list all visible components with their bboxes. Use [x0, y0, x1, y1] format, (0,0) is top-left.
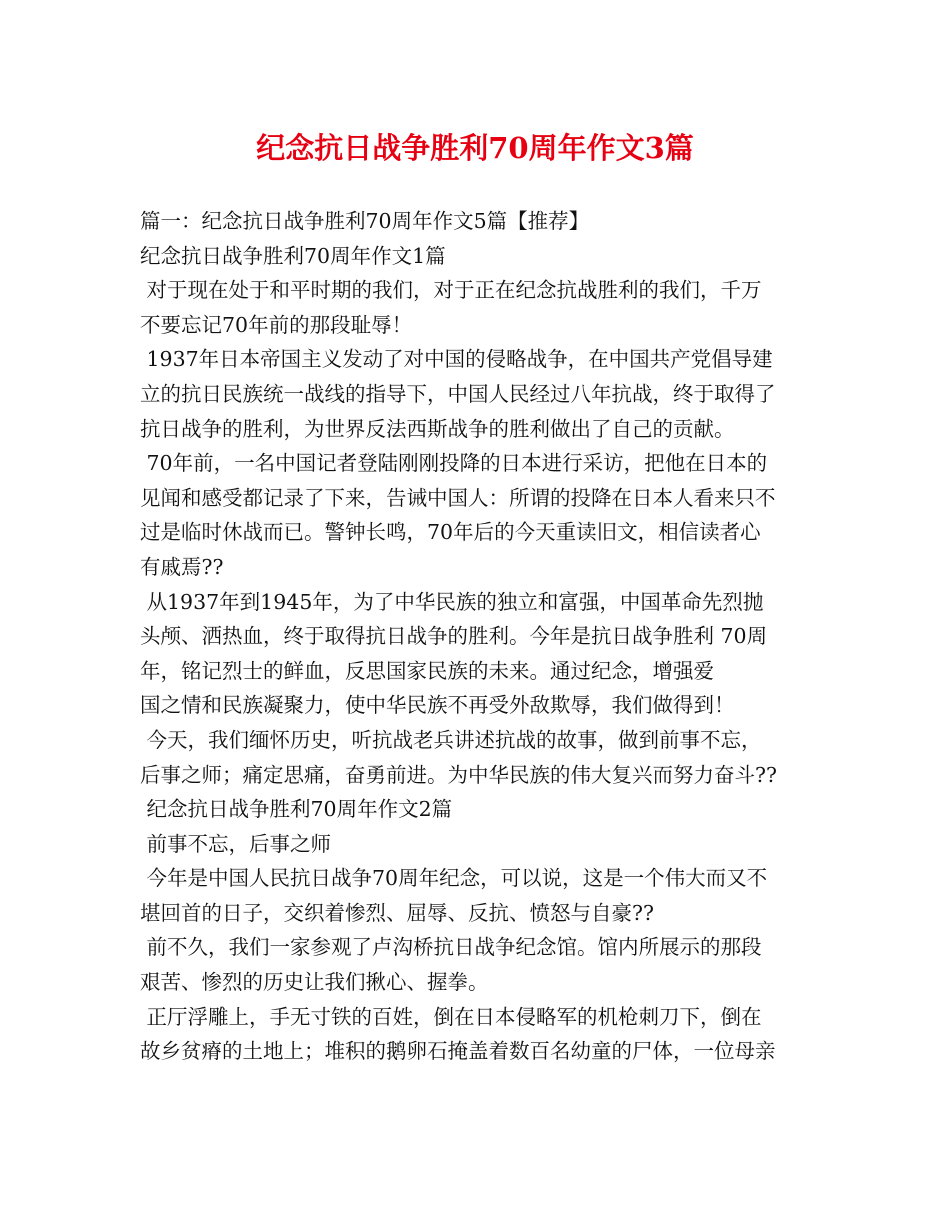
document-body	[140, 204, 820, 1069]
text-line: 今年是中国人民抗日战争70周年纪念，可以说，这是一个伟大而又不	[140, 866, 768, 891]
text-line: 正厅浮雕上，手无寸铁的百姓，倒在日本侵略军的机枪刺刀下，倒在	[140, 1004, 762, 1029]
text-line: 对于现在处于和平时期的我们，对于正在纪念抗战胜利的我们，千万	[140, 278, 762, 303]
document-title: 纪念抗日战争胜利70周年作文3篇	[256, 131, 694, 165]
text-line: 头颅、洒热血，终于取得抗日战争的胜利。今年是抗日战争胜利 70周	[140, 624, 768, 649]
text-line: 前不久，我们一家参观了卢沟桥抗日战争纪念馆。馆内所展示的那段	[140, 935, 762, 960]
text-line: 不要忘记70年前的那段耻辱！	[140, 312, 413, 337]
text-line: 后事之师；痛定思痛，奋勇前进。为中华民族的伟大复兴而努力奋斗??	[140, 762, 777, 787]
text-line: 70年前，一名中国记者登陆刚刚投降的日本进行采访，把他在日本的	[140, 451, 768, 476]
text-line: 前事不忘，后事之师	[140, 831, 332, 856]
text-line: 纪念抗日战争胜利70周年作文2篇	[140, 797, 453, 822]
text-line: 故乡贫瘠的土地上；堆积的鹅卵石掩盖着数百名幼童的尸体，一位母亲	[140, 1039, 776, 1064]
text-line: 国之情和民族凝聚力，使中华民族不再受外敌欺辱，我们做得到！	[140, 693, 735, 718]
text-line: 今天，我们缅怀历史，听抗战老兵讲述抗战的故事，做到前事不忘，	[140, 727, 762, 752]
text-line: 年，铭记烈士的鲜血，反思国家民族的未来。通过纪念，增强爱	[140, 658, 714, 683]
text-line: 见闻和感受都记录了下来，告诫中国人：所谓的投降在日本人看来只不	[140, 485, 776, 510]
text-line: 1937年日本帝国主义发动了对中国的侵略战争，在中国共产党倡导建	[140, 347, 773, 372]
text-line: 立的抗日民族统一战线的指导下，中国人民经过八年抗战，终于取得了	[140, 381, 776, 406]
text-line: 过是临时休战而已。警钟长鸣，70年后的今天重读旧文，相信读者心	[140, 520, 761, 545]
text-line: 堪回首的日子，交织着惨烈、屈辱、反抗、愤怒与自豪??	[140, 900, 654, 925]
text-line: 艰苦、惨烈的历史让我们揪心、握拳。	[140, 970, 489, 995]
text-line: 从1937年到1945年，为了中华民族的独立和富强，中国革命先烈抛	[140, 589, 764, 614]
text-line: 抗日战争的胜利，为世界反法西斯战争的胜利做出了自己的贡献。	[140, 416, 735, 441]
text-line: 纪念抗日战争胜利70周年作文1篇	[140, 243, 446, 268]
text-line: 篇一：纪念抗日战争胜利70周年作文5篇【推荐】	[140, 209, 590, 233]
text-line: 有戚焉??	[140, 554, 224, 579]
